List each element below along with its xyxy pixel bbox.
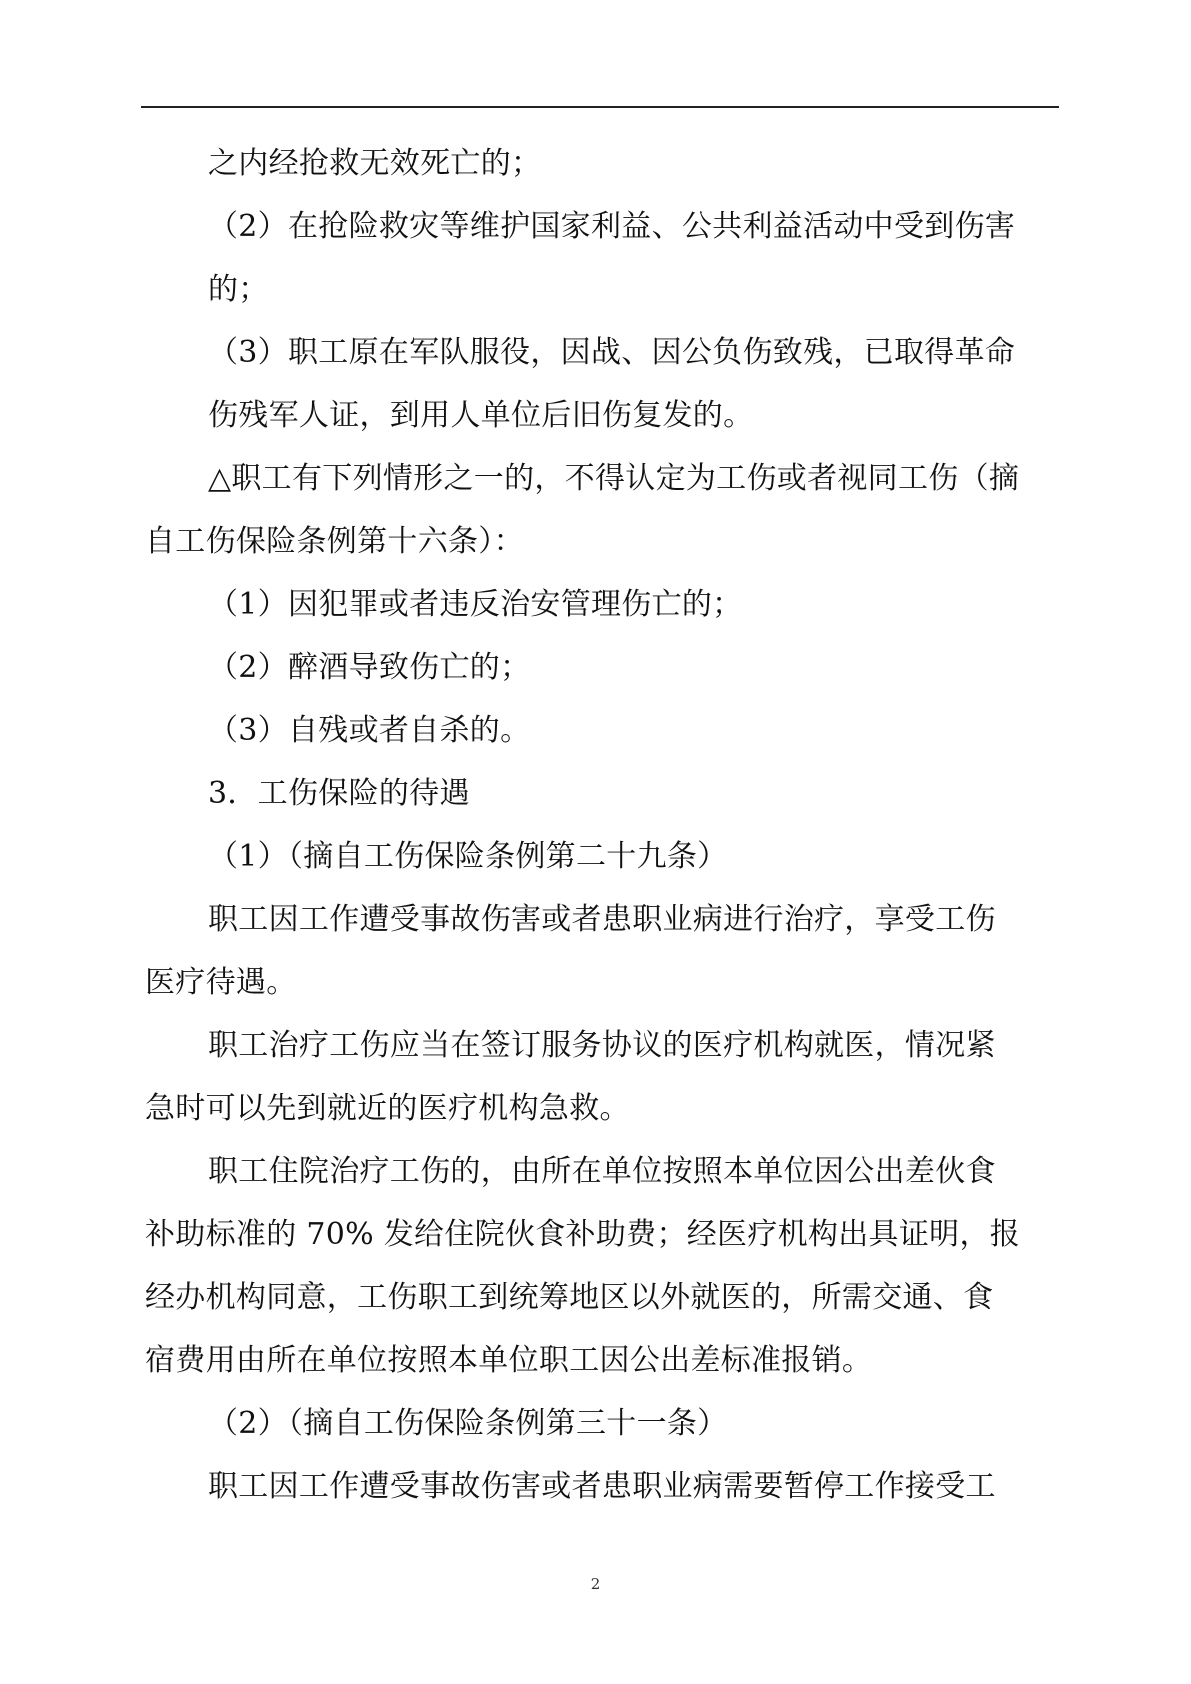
text-line: （3）职工原在军队服役，因战、因公负伤致残，已取得革命 xyxy=(208,335,1016,370)
text-line: （2）醉酒导致伤亡的； xyxy=(208,650,531,685)
text-line: 自工伤保险条例第十六条）： xyxy=(145,524,524,559)
text-line: 伤残军人证，到用人单位后旧伤复发的。 xyxy=(208,398,754,433)
document-body xyxy=(145,132,1057,1518)
text-line: 之内经抢救无效死亡的； xyxy=(208,146,542,181)
text-line: 职工治疗工伤应当在签订服务协议的医疗机构就医，情况紧 xyxy=(208,1028,996,1063)
text-line: （1）（摘自工伤保险条例第二十九条） xyxy=(208,839,728,874)
text-line: 职工因工作遭受事故伤害或者患职业病进行治疗，享受工伤 xyxy=(208,902,996,937)
text-line: （2）在抢险救灾等维护国家利益、公共利益活动中受到伤害 xyxy=(208,209,1016,244)
text-line: 职工住院治疗工伤的，由所在单位按照本单位因公出差伙食 xyxy=(208,1154,996,1189)
text-line: 医疗待遇。 xyxy=(145,965,297,1000)
text-line: 补助标准的 70% 发给住院伙食补助费；经医疗机构出具证明，报 xyxy=(145,1217,1021,1252)
text-line: 职工因工作遭受事故伤害或者患职业病需要暂停工作接受工 xyxy=(208,1469,996,1504)
text-line: （2）（摘自工伤保险条例第三十一条） xyxy=(208,1406,728,1441)
text-line: （1）因犯罪或者违反治安管理伤亡的； xyxy=(208,587,743,622)
page-number: 2 xyxy=(590,1575,601,1593)
text-line: 的； xyxy=(208,272,269,307)
text-line: △职工有下列情形之一的，不得认定为工伤或者视同工伤（摘 xyxy=(208,461,1020,496)
text-line: 宿费用由所在单位按照本单位职工因公出差标准报销。 xyxy=(145,1343,873,1378)
header-rule xyxy=(141,106,1059,108)
text-line: 急时可以先到就近的医疗机构急救。 xyxy=(145,1091,630,1126)
text-line: 3．工伤保险的待遇 xyxy=(208,776,470,811)
text-line: 经办机构同意，工伤职工到统筹地区以外就医的，所需交通、食 xyxy=(145,1280,994,1315)
text-line: （3）自残或者自杀的。 xyxy=(208,713,531,748)
